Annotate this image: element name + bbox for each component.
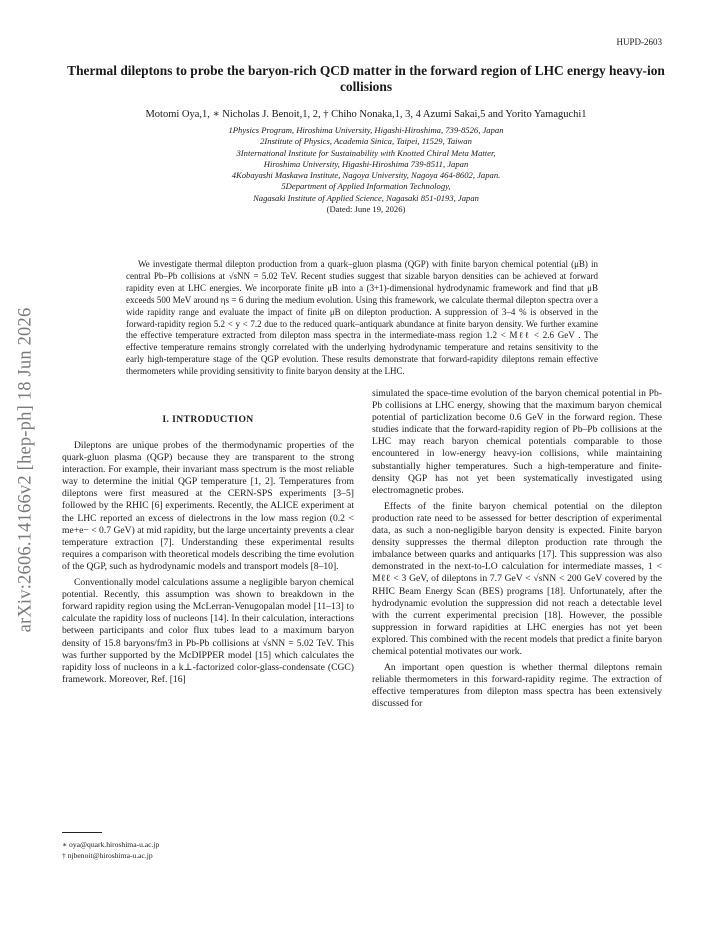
body-paragraph: simulated the space-time evolution of the baryon chemical potential in Pb-Pb collisions at LHC energy, showing that the maximum baryon chemical potential of particlization become 0.6 GeV in the forward region. These studies indicate that the forward-rapidity region of Pb–Pb collisions at the LHC may reach baryon chemical potentials comparable to those encountered in low-energy heavy-ion collisions, while maintaining substantially higher temperatures. Such a high-temperature and finite-density QGP has not yet been systematically investigated using electromagnetic probes.	[372, 388, 662, 496]
affiliation-line: 1Physics Program, Hiroshima University, Higashi-Hiroshima, 739-8526, Japan	[228, 125, 504, 135]
footnotes	[62, 840, 159, 861]
date-line: (Dated: June 19, 2026)	[326, 204, 406, 215]
body-paragraph: An important open question is whether thermal dileptons remain reliable thermometers in this forward-rapidity regime. The extraction of effective temperatures from dilepton mass spectra has been extensively discussed for	[372, 662, 662, 710]
affiliation-line: 2Institute of Physics, Academia Sinica, Taipei, 11529, Taiwan	[260, 136, 472, 147]
affiliations	[58, 125, 674, 215]
arxiv-stamp	[11, 280, 41, 660]
body-paragraph: Dileptons are unique probes of the thermodynamic properties of the quark-gluon plasma (QGP) because they are transparent to the strong interaction. For example, their invariant mass spectrum is the most reliable way to determine the initial QGP temperature [1, 2]. Temperatures from dileptons were first measured at the CERN-SPS experiments [3–5] followed by the RHIC [6] experiments. Recently, the ALICE experiment at the LHC reported an excess of dielectrons in the low mass region (0.2 < me+e− < 0.7 GeV) at mid rapidity, but the large uncertainty prevents a clear temperature extraction [7]. Understanding these experimental results requires a comparison with theoretical models describing the time evolution of the QGP, such as hydrodynamic models and transport models [8–10].	[62, 440, 354, 572]
arxiv-stamp-text: arXiv:2606.14166v2 [hep-ph] 18 Jun 2026	[15, 307, 36, 633]
left-column	[62, 440, 354, 686]
footnote-email: ∗ oya@quark.hiroshima-u.ac.jp	[62, 840, 160, 849]
footnote-email: † njbenoit@hiroshima-u.ac.jp	[62, 850, 153, 860]
paper-title: Thermal dileptons to probe the baryon-rich QCD matter in the forward region of LHC energy heavy-ion collisions	[67, 63, 665, 94]
body-paragraph: Effects of the finite baryon chemical potential on the dilepton production rate need to be assessed for better description of experimental data, as such a non-negligible baryon density is expected. Finite baryon density suppresses the thermal dilepton production rate through the imbalance between quarks and antiquarks [17]. This suppression was also demonstrated in the next-to-LO calculation for intermediate masses, 1 < Mℓℓ < 3 GeV, of dileptons in 7.7 GeV < √sNN < 200 GeV covered by the RHIC Beam Energy Scan (BES) programs [18]. Unfortunately, after the hydrodynamic evolution the suppression did not reach a detectable level with the current experimental precision [18]. However, the possible suppression in forward rapidities at LHC energies has not yet been explored. This combined with the recent models that predict a finite baryon chemical potential motivates our work.	[372, 500, 662, 657]
abstract: We investigate thermal dilepton production from a quark–gluon plasma (QGP) with finite baryon chemical potential (μB) in central Pb–Pb collisions at √sNN = 5.02 TeV. Recent studies suggest that sizable baryon densities can be achieved at forward rapidity even at LHC energies. We incorporate finite μB into a (3+1)-dimensional hydrodynamic framework and find that μB exceeds 500 MeV around ηs = 6 during the medium evolution. Using this framework, we calculate thermal dilepton spectra over a wide rapidity range and evaluate the impact of finite μB on dilepton production. A suppression of 3–4 % is observed in the forward-rapidity region 5.2 < y < 7.2 due to the reduced quark–antiquark abundance at finite baryon density. We further examine the effective temperature extracted from dilepton mass spectra in the intermediate-mass region 1.2 < Mℓℓ < 2.6 GeV . The effective temperature remains strongly correlated with the underlying hydrodynamic temperature and retains sensitivity to the early high-temperature stage of the QGP evolution. These results demonstrate that forward-rapidity dileptons remain effective thermometers while providing sensitivity to finite baryon density at the LHC.	[126, 259, 598, 377]
affiliation-line: Nagasaki Institute of Applied Science, Nagasaki 851-0193, Japan	[253, 192, 479, 203]
report-number: HUPD-2603	[616, 37, 662, 47]
affiliation-line: 4Kobayashi Maskawa Institute, Nagoya University, Nagoya 464-8602, Japan.	[231, 170, 501, 181]
affiliation-line: Hiroshima University, Higashi-Hiroshima 739-8511, Japan	[263, 158, 469, 169]
section-heading: I. INTRODUCTION	[162, 414, 254, 425]
affiliation-line: 3International Institute for Sustainability with Knotted Chiral Meta Matter,	[236, 147, 496, 158]
body-paragraph: Conventionally model calculations assume a negligible baryon chemical potential. Recently, this assumption was shown to breakdown in the forward rapidity region using the McLerran-Venugopalan model [11–13] to calculate the rapidity loss of nucleons [14]. In their calculation, interactions between participants and color flux tubes lead to a maximum baryon density of 15.8 baryons/fm3 in Pb-Pb collisions at √sNN = 5.02 TeV. This was further supported by the McDIPPER model [15] which calculates the rapidity loss of nucleons in a k⊥-factorized color-glass-condensate (CGC) framework. Moreover, Ref. [16]	[62, 577, 354, 685]
author-list: Motomi Oya,1, ∗ Nicholas J. Benoit,1, 2, † Chiho Nonaka,1, 3, 4 Azumi Sakai,5 and Yorito Yamaguchi1	[145, 109, 587, 120]
right-column	[372, 388, 662, 710]
footnote-rule	[62, 832, 102, 833]
affiliation-line: 5Department of Applied Information Technology,	[281, 181, 451, 192]
